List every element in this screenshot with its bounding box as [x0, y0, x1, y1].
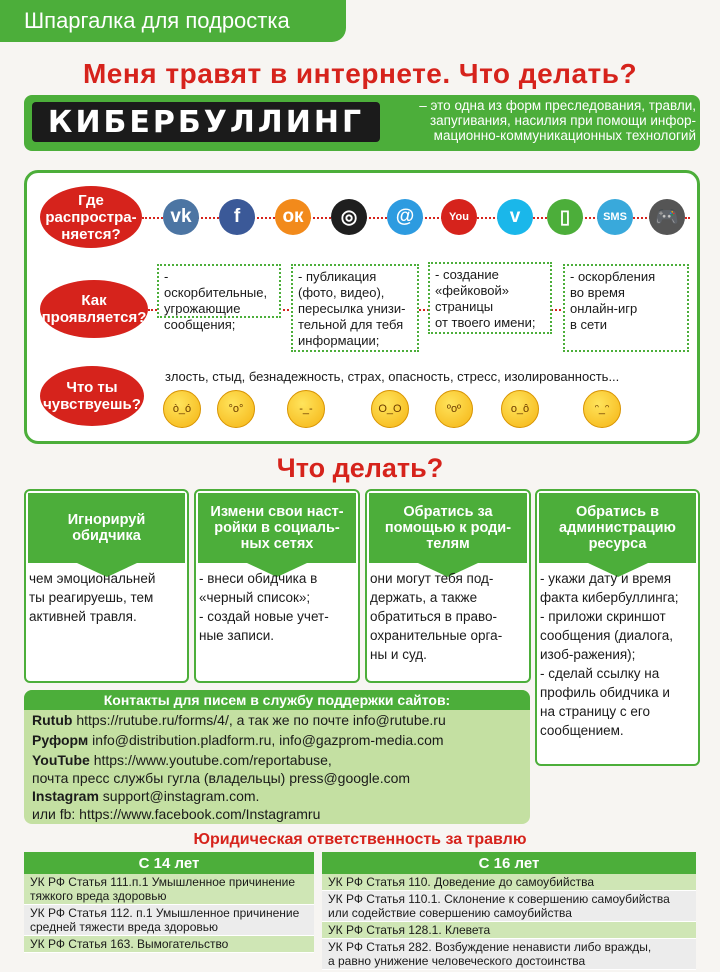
definition-text — [384, 98, 696, 143]
contact-line — [32, 770, 410, 786]
law-row: УК РФ Статья 110. Доведение до самоубийства — [322, 874, 696, 891]
card-head: Обратись за помощью к роди- телям — [369, 493, 527, 563]
definition-line: – это одна из форм преследования, травли, — [419, 98, 696, 113]
header-strip — [0, 0, 346, 42]
feel-label — [40, 366, 144, 426]
law-row: УК РФ Статья 111.п.1 Умышленное причинение тяжкого вреда здоровью — [24, 874, 314, 905]
where-label-line: распростра- — [45, 208, 137, 226]
youtube-icon: You — [441, 199, 477, 235]
contact-line: Instagram support@instagram.com. — [32, 788, 260, 804]
contact-link[interactable]: https://www.youtube.com/reportabuse, — [89, 752, 332, 768]
instagram-icon: ◎ — [331, 199, 367, 235]
law-row: УК РФ Статья 163. Вымогательство — [24, 936, 314, 953]
how-item: - создание «фейковой» страницы от твоего имени; — [428, 262, 552, 334]
where-label — [40, 186, 142, 248]
how-item: - оскорбительные, угрожающие сообщения; — [157, 264, 281, 318]
card-parents — [365, 489, 531, 683]
facebook-icon: f — [219, 199, 255, 235]
law-head: С 16 лет — [322, 852, 696, 874]
vk-icon: vk — [163, 199, 199, 235]
what-to-do-title: Что делать? — [276, 453, 444, 483]
card-head: Обратись в администрацию ресурса — [539, 493, 696, 563]
contact-link[interactable]: support@instagram.com. — [98, 788, 260, 804]
law-row: УК РФ Статья 282. Возбуждение ненависти либо вражды, а равно унижение человеческого достоинства — [322, 939, 696, 970]
feel-label-line: Что ты — [66, 379, 118, 396]
odnoklassniki-icon: ок — [275, 199, 311, 235]
contact-line — [32, 806, 320, 822]
how-item: - оскорбления во время онлайн-игр в сети — [563, 264, 689, 352]
where-label-line: Где — [78, 191, 104, 209]
definition-line: мационно-коммуникационных технологий — [433, 128, 696, 143]
law-table-16 — [322, 852, 696, 970]
card-body: чем эмоциональней ты реагируешь, тем активней травля. — [29, 571, 156, 624]
contact-line: Rutub https://rutube.ru/forms/4/, а так же по почте info@rutube.ru — [32, 712, 446, 728]
how-label — [40, 280, 148, 338]
contact-link[interactable]: https://rutube.ru/forms/4/, а так же по почте info@rutube.ru — [72, 712, 446, 728]
email-icon: @ — [387, 199, 423, 235]
confused-emoji-icon: o_ô — [501, 390, 539, 428]
card-settings — [194, 489, 360, 683]
phone-icon: ▯ — [547, 199, 583, 235]
definition-line: запугивания, насилия при помощи инфор- — [429, 113, 696, 128]
law-table-14 — [24, 852, 314, 953]
contact-line: Руформ info@distribution.pladform.ru, info@gazprom-media.com — [32, 732, 444, 748]
contacts-head: Контакты для писем в службу поддержки сайтов: — [24, 690, 530, 710]
sms-icon: SMS — [597, 199, 633, 235]
law-row: УК РФ Статья 110.1. Склонение к совершению самоубийства или содействие совершению самоубийства — [322, 891, 696, 922]
card-head: Игнорируй обидчика — [28, 493, 185, 563]
vimeo-icon: v — [497, 199, 533, 235]
how-item: - публикация (фото, видео), пересылка унизи- тельной для тебя информации; — [291, 264, 419, 352]
where-label-line: няется? — [61, 225, 121, 243]
contact-link[interactable]: info@distribution.pladform.ru, info@gazprom-media.com — [88, 732, 444, 748]
card-body: - укажи дату и время факта кибербуллинга; - приложи скриншот сообщения (диалога, изоб-ражения); - сделай ссылку на профиль обидчика и на страницу с его сообщением. — [540, 571, 679, 738]
card-ignore — [24, 489, 189, 683]
card-admin — [535, 489, 700, 766]
law-row: УК РФ Статья 128.1. Клевета — [322, 922, 696, 939]
gamepad-icon: 🎮 — [649, 199, 685, 235]
card-body: они могут тебя под- держать, а также обратиться в право- охранительные орга- ны и суд. — [370, 571, 503, 662]
angry-emoji-icon: ò_ó — [163, 390, 201, 428]
card-head: Измени свои наст- ройки в социаль- ных сетях — [198, 493, 356, 563]
contact-line: YouTube https://www.youtube.com/reportabuse, — [32, 752, 332, 768]
feelings-text: злость, стыд, безнадежность, страх, опасность, стресс, изолированность... — [165, 369, 620, 384]
sad-emoji-icon: ᵔ_ᵔ — [583, 390, 621, 428]
law-row: УК РФ Статья 112. п.1 Умышленное причинение средней тяжести вреда здоровью — [24, 905, 314, 936]
feel-label-line: чувствуешь? — [43, 396, 141, 413]
page-title: Меня травят в интернете. Что делать? — [82, 58, 638, 89]
how-label-line: Как — [81, 292, 107, 309]
contact-link[interactable]: или fb: https://www.facebook.com/Instagramru — [32, 806, 321, 822]
facepalm-emoji-icon: -_- — [287, 390, 325, 428]
scared-emoji-icon: ºoº — [435, 390, 473, 428]
definition-word: КИБЕРБУЛЛИНГ — [32, 102, 380, 142]
emoji-row — [163, 390, 633, 428]
law-head: С 14 лет — [24, 852, 314, 874]
law-title: Юридическая ответственность за травлю — [193, 831, 527, 848]
how-label-line: проявляется? — [41, 309, 147, 326]
shocked-emoji-icon: O_O — [371, 390, 409, 428]
card-body: - внеси обидчика в «черный список»; - создай новые учет- ные записи. — [199, 571, 329, 643]
header-label: Шпаргалка для подростка — [24, 8, 290, 33]
contact-link[interactable]: почта пресс службы гугла (владельцы) press@google.com — [32, 770, 411, 786]
platform-icons — [163, 199, 693, 235]
worried-emoji-icon: °o° — [217, 390, 255, 428]
